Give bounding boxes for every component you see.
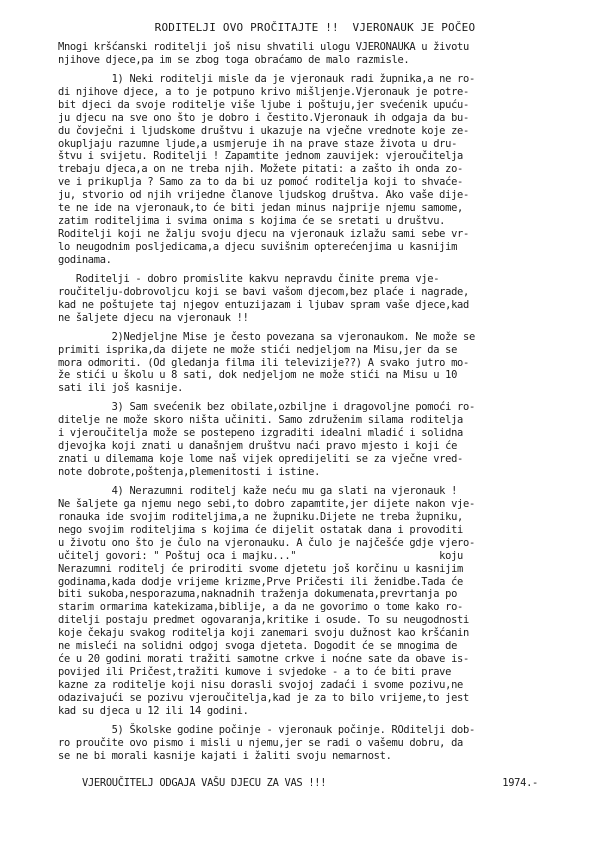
text-line: nego svojim roditeljima s kojima će dijelit ostatak dana i provoditi — [58, 523, 463, 536]
footer-year: 1974.- — [502, 776, 538, 789]
paragraph — [58, 41, 542, 67]
text-line: ne šaljete djecu na vjeronauk !! — [58, 311, 249, 324]
text-line: starim ormarima katekizama,biblije, a da ne govorimo o tome kako ro- — [58, 601, 463, 614]
text-line: di njihove djece, a to je potpuno krivo mišljenje.Vjeronauk je potre- — [58, 85, 469, 98]
text-line: ju djecu na sve ono što je dobro i čestito.Vjeronauk ih odgaja da bu- — [58, 111, 469, 124]
text-line: okupljaju razumne ljude,a usmjeruje ih na prave staze života u dru- — [58, 137, 458, 150]
text-line: ve i prikuplja ? Samo za to da bi uz pomoć roditelja koji to shvaće- — [58, 176, 463, 189]
document-body — [58, 41, 542, 763]
text-line: povijed ili Pričest,tražiti kumove i svjedoke - a to će biti prave — [58, 666, 452, 679]
text-line: se ne bi morali kasnije kajati i žaliti svoju nemarnost. — [58, 749, 392, 762]
text-line: ju, stvorio od njih vrijedne članove ljudskog društva. Ako vaše dije- — [58, 189, 469, 202]
paragraph — [58, 273, 542, 325]
text-line: ditelji postaju predmet ogovaranja,kritike i osude. To su neugodnosti — [58, 614, 469, 627]
text-line: djevojka koji znati u današnjem društvu naći pravo mjesto i koji će — [58, 440, 458, 453]
text-line: že stići u školu u 8 sati, dok nedjeljom ne može stići na Misu u 10 — [58, 369, 458, 382]
text-line: du čovječni i ljudskome društvu i ukazuje na vječne vrednote koje ze- — [58, 124, 469, 137]
text-line: Ne šaljete ga njemu nego sebi,to dobro zapamtite,jer dijete nakon vje- — [58, 497, 475, 510]
text-line: 5) Školske godine počinje - vjeronauk počinje. ROditelji dob- — [58, 723, 475, 736]
text-line: mora odmoriti. (Od gledanja filma ili televizije??) A svako jutro mo- — [58, 356, 469, 369]
text-line: sati ili još kasnije. — [58, 382, 184, 395]
text-line: odazivajući se pozivu vjeroučitelja,kad je za to bilo vrijeme,to jest — [58, 691, 469, 704]
footer-signature: VJEROUČITELJ ODGAJA VAŠU DJECU ZA VAS !!! — [82, 776, 327, 789]
text-line: kazne za roditelje koji nisu dorasli svojoj zadaći i svome pozivu,ne — [58, 679, 463, 692]
document-footer — [58, 777, 542, 790]
text-line: godinama,kada dodje vrijeme krizme,Prve Pričesti ili ženidbe.Tada će — [58, 575, 463, 588]
text-line: te ne ide na vjeronauk,to će biti jedan minus najprije njemu samome, — [58, 202, 463, 215]
paragraph — [58, 485, 542, 718]
paragraph — [58, 331, 542, 396]
text-line: učitelj govori: " Poštuj oca i majku..." koju — [58, 549, 463, 562]
text-line: ditelje ne može skoro ništa učiniti. Samo združenim silama roditelja — [58, 414, 463, 427]
paragraph — [58, 73, 542, 267]
paragraph — [58, 401, 542, 479]
text-line: bit djeci da svoje roditelje više ljube i poštuju,jer svećenik upuću- — [58, 98, 469, 111]
paragraph — [58, 724, 542, 763]
text-line: štvu i svijetu. Roditelji ! Zapamtite jednom zauvijek: vjeroučitelja — [58, 150, 463, 163]
text-line: ro proučite ovo pismo i misli u njemu,jer se radi o vašemu dobru, da — [58, 736, 463, 749]
text-line: 2)Nedjeljne Mise je često povezana sa vjeronaukom. Ne može se — [58, 330, 475, 343]
text-line: 4) Nerazumni roditelj kaže neću mu ga slati na vjeronauk ! — [58, 484, 458, 497]
text-line: ronauka ide svojim roditeljima,a ne župniku.Dijete ne treba župniku, — [58, 510, 463, 523]
text-line: Mnogi kršćanski roditelji još nisu shvatili ulogu VJERONAUKA u životu — [58, 40, 469, 53]
text-line: Nerazumni roditelj će priroditi svome djetetu još korčinu u kasnijim — [58, 562, 463, 575]
text-line: će u 20 godini morati tražiti samotne crkve i noćne sate da obave is- — [58, 653, 469, 666]
text-line: 1) Neki roditelji misle da je vjeronauk radi župnika,a ne ro- — [58, 72, 475, 85]
text-line: godinama. — [58, 253, 112, 266]
text-line: lo neugodnim posljedicama,a djecu suvišnim opterećenjima u kasnijim — [58, 241, 458, 254]
text-line: biti sukoba,nesporazuma,naknadnih traženja dokumenata,prevrtanja po — [58, 588, 458, 601]
text-line: ne misleći na solidni odgoj svoga djeteta. Dogodit će se mnogima de — [58, 640, 458, 653]
text-line: zatim roditeljima i svima onima s kojima će se sretati u društvu. — [58, 215, 446, 228]
text-line: njihove djece,pa im se zbog toga obraćamo de malo razmisle. — [58, 53, 410, 66]
text-line: roučitelju-dobrovoljcu koji se bavi vašom djecom,bez plaće i nagrade, — [58, 285, 469, 298]
document-title: RODITELJI OVO PROČITAJTE !! VJERONAUK JE POČEO — [154, 21, 476, 34]
text-line: kad su djeca u 12 ili 14 godini. — [58, 704, 249, 717]
text-line: i vjeroučitelja može se postepeno izgraditi idealni mladić i solidna — [58, 427, 463, 440]
text-line: 3) Sam svećenik bez obilate,ozbiljne i dragovoljne pomoći ro- — [58, 401, 475, 414]
text-line: Roditelji koji ne žalju svoju djecu na vjeronauk izlažu sami sebe vr- — [58, 228, 469, 241]
text-line: primiti isprika,da dijete ne može stići nedjeljom na Misu,jer da se — [58, 343, 458, 356]
text-line: Roditelji - dobro promislite kakvu nepravdu činite prema vje- — [58, 272, 440, 285]
text-line: u životu ono što je čulo na vjeronauku. A čulo je najčešće gdje vjero- — [58, 536, 475, 549]
text-line: znati u dilemama koje lome naš vijek opredijeliti se za vječne vred- — [58, 453, 463, 466]
text-line: trebaju djeca,a on ne treba njih. Možete pitati: a zašto ih onda zo- — [58, 163, 463, 176]
text-line: kad ne poštujete taj njegov entuzijazam i ljubav spram vaše djece,kad — [58, 298, 469, 311]
text-line: note dobrote,poštenja,plemenitosti i istine. — [58, 466, 321, 479]
text-line: koje čekaju svakog roditelja koji zanemari svoju dužnost kao kršćanin — [58, 627, 469, 640]
